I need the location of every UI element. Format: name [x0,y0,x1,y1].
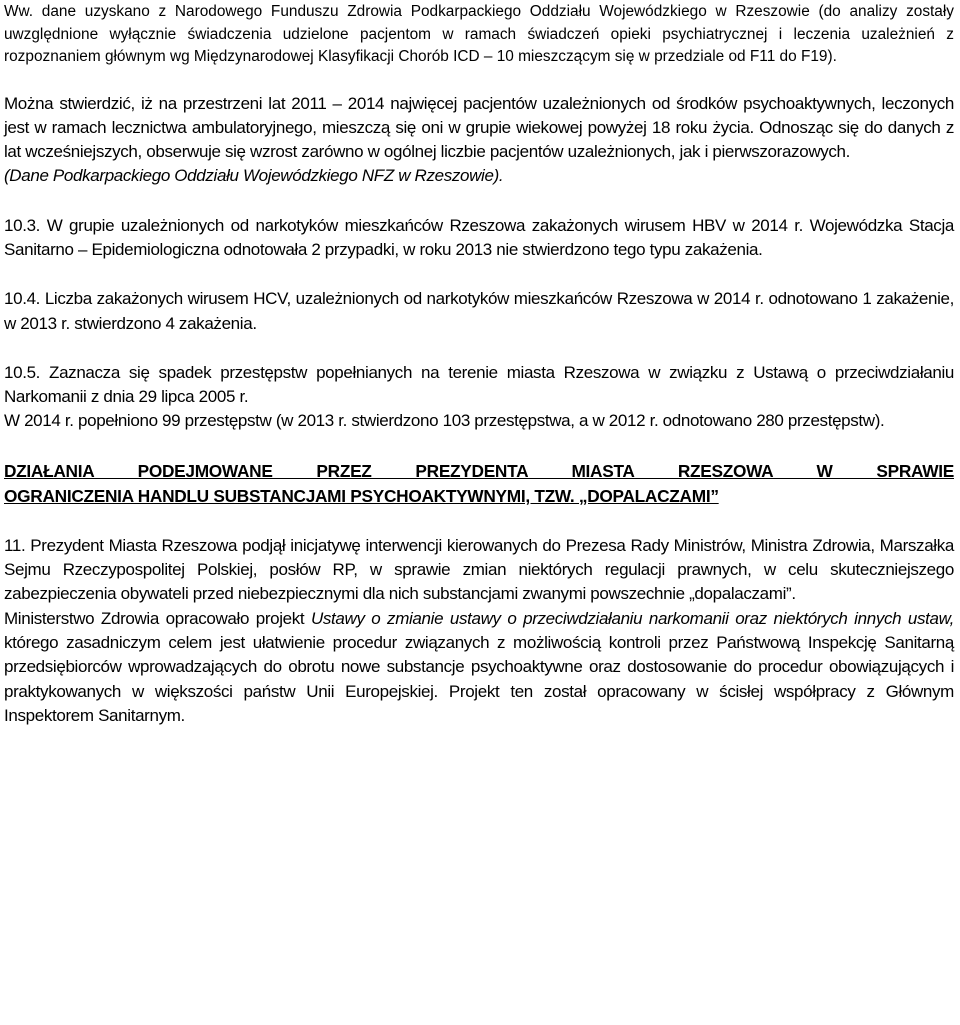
section-10-5-crimes: W 2014 r. popełniono 99 przestępstw (w 2013 r. stwierdzono 103 przestępstwa, a w 2012 r. odnotowano 280 przestępstw). [4,411,885,431]
section-10-5 [4,361,954,434]
section-heading [4,459,954,509]
section-heading-line-1: DZIAŁANIA PODEJMOWANE PRZEZ PREZYDENTA MIASTA RZESZOWA W SPRAWIE [4,460,954,481]
intro-paragraph: Ww. dane uzyskano z Narodowego Funduszu Zdrowia Podkarpackiego Oddziału Wojewódzkiego w Rzeszowie (do analizy zostały uwzględnione wyłącznie świadczenia udzielone pacjentom w ramach świadczeń opieki psychiatrycznej i leczenia uzależnień z rozpoznaniem głównym wg Międzynarodowej Klasyfikacji Chorób ICD – 10 mieszczącym się w przedziale od F11 do F19). [4,3,954,65]
section-10-3: 10.3. W grupie uzależnionych od narkotyków mieszkańców Rzeszowa zakażonych wirusem HBV w 2014 r. Wojewódzka Stacja Sanitarno – Epidemiologiczna odnotowała 2 przypadki, w roku 2013 nie stwierdzono tego typu zakażenia. [4,215,954,259]
statistics-text: Można stwierdzić, iż na przestrzeni lat 2011 – 2014 najwięcej pacjentów uzależnionych od środków psychoaktywnych, leczonych jest w ramach lecznictwa ambulatoryjnego, mieszczą się oni w grupie wiekowej powyżej 18 roku życia. Odnosząc się do danych z lat wcześniejszych, obserwuje się wzrost zarówno w ogólnej liczbie pacjentów uzależnionych, jak i pierwszorazowych. [4,93,954,162]
section-10-5-text: 10.5. Zaznacza się spadek przestępstw popełnianych na terenie miasta Rzeszowa w związku z Ustawą o przeciwdziałaniu Narkomanii z dnia 29 lipca 2005 r. [4,362,954,407]
ministry-bill-title: Ustawy o zmianie ustawy o przeciwdziałaniu narkomanii oraz niektórych innych ustaw, [310,608,954,628]
ministry-paragraph [4,607,954,728]
statistics-source: (Dane Podkarpackiego Oddziału Wojewódzkiego NFZ w Rzeszowie). [4,166,504,186]
ministry-text-end: którego zasadniczym celem jest ułatwienie procedur związanych z możliwością kontroli przez Państwową Inspekcję Sanitarną przedsiębiorców wprowadzających do obrotu nowe substancje psychoaktywne oraz dostosowanie do procedur obowiązujących i praktykowanych w większości państw Unii Europejskiej. Projekt ten został opracowany w ścisłej współpracy z Głównym Inspektorem Sanitarnym. [4,632,954,725]
section-11: 11. Prezydent Miasta Rzeszowa podjął inicjatywę interwencji kierowanych do Prezesa Rady Ministrów, Ministra Zdrowia, Marszałka Sejmu Rzeczypospolitej Polskiej, posłów RP, w sprawie zmian niektórych regulacji prawnych, w celu skuteczniejszego zabezpieczenia obywateli przed niebezpiecznymi dla nich substancjami zwanymi powszechnie „dopalaczami”. [4,535,954,604]
document-page [4,0,954,728]
statistics-paragraph [4,92,954,189]
ministry-text-start: Ministerstwo Zdrowia opracowało projekt [4,608,311,628]
section-10-4: 10.4. Liczba zakażonych wirusem HCV, uzależnionych od narkotyków mieszkańców Rzeszowa w 2014 r. odnotowano 1 zakażenie, w 2013 r. stwierdzono 4 zakażenia. [4,289,954,333]
section-heading-line-2: OGRANICZENIA HANDLU SUBSTANCJAMI PSYCHOAKTYWNYMI, TZW. „DOPALACZAMI” [4,485,719,506]
